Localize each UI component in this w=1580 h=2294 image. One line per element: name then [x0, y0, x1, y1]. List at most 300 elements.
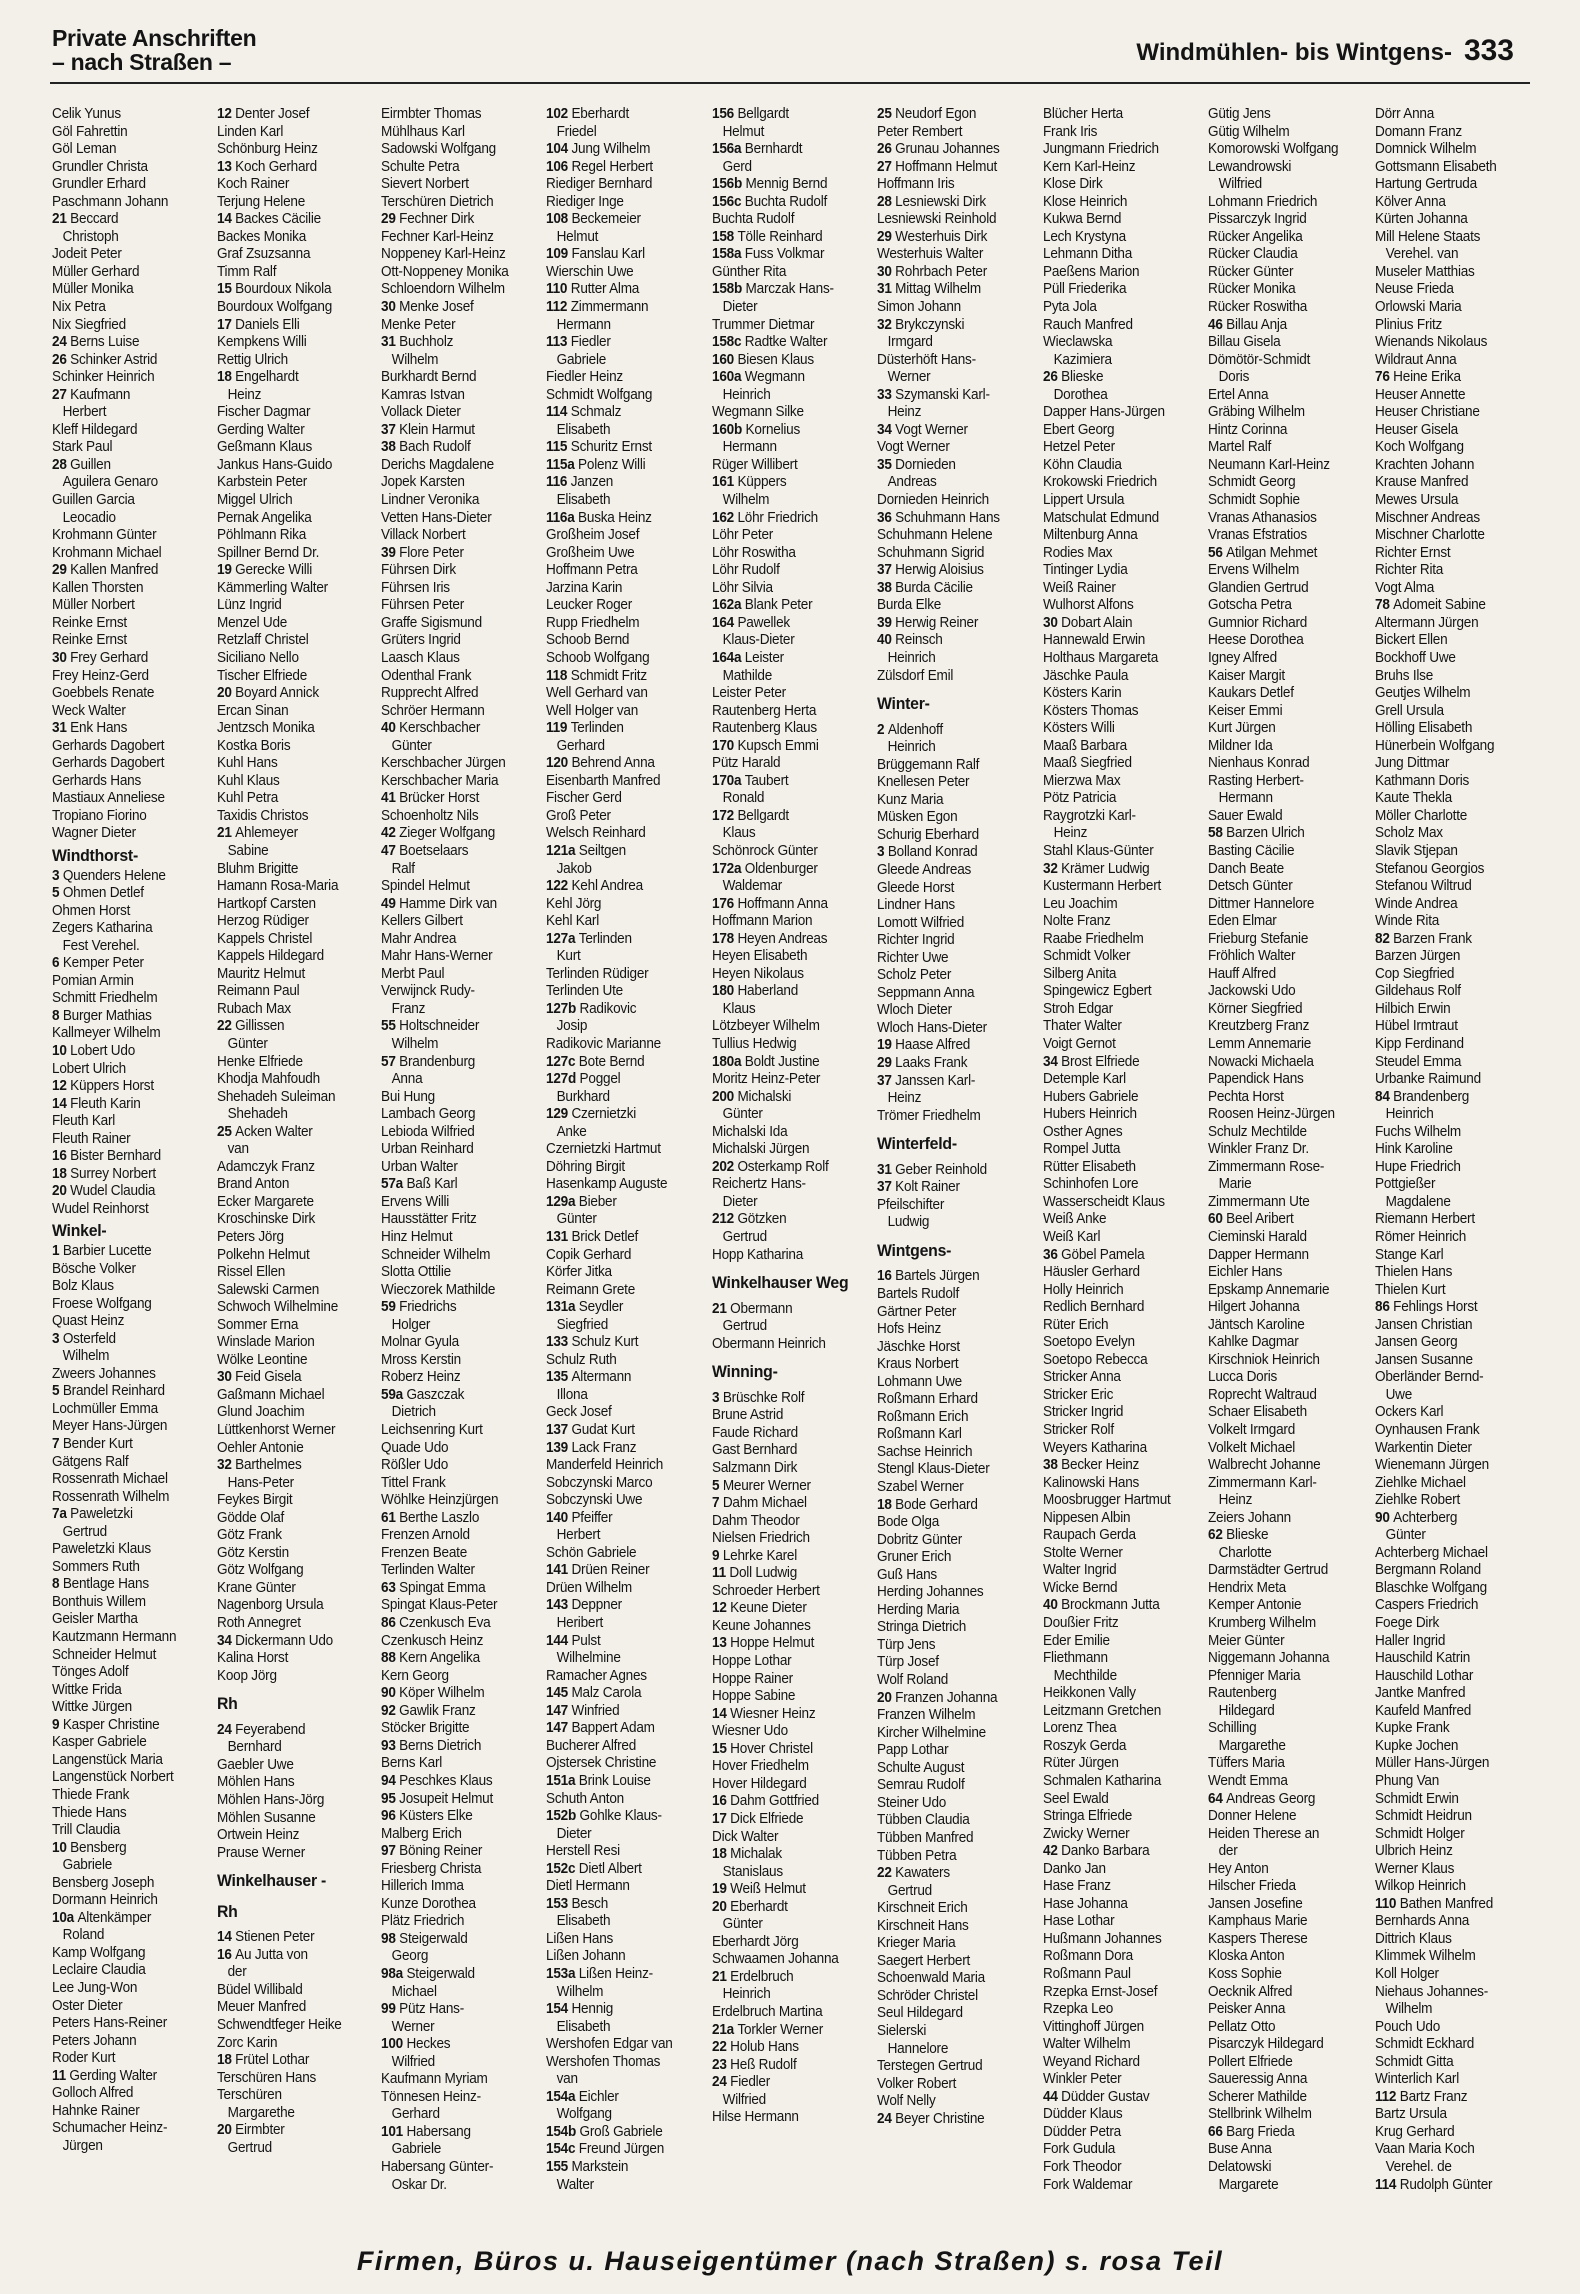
resident-entry: Dietl Hermann	[546, 1878, 630, 1895]
resident-name: Drüen Reiner	[571, 1562, 650, 1579]
resident-entry: Hauschild Katrin	[1375, 1650, 1471, 1667]
resident-entry: Stöcker Brigitte	[381, 1720, 470, 1737]
resident-entry: Adamczyk Franz	[217, 1158, 315, 1175]
resident-entry: Elisabeth	[546, 2018, 611, 2035]
resident-entry: Martel Ralf	[1208, 439, 1272, 456]
resident-entry: Krane Günter	[217, 1579, 296, 1596]
house-number: 37	[877, 1179, 896, 1196]
resident-entry	[381, 1738, 528, 1756]
resident-entry	[52, 1576, 199, 1594]
resident-entry: Donner Helene	[1208, 1808, 1297, 1825]
resident-entry: Moosbrugger Hartmut	[1043, 1492, 1171, 1509]
resident-entry: Thielen Kurt	[1375, 1281, 1446, 1298]
street-heading: Winning-	[712, 1362, 778, 1382]
resident-entry: Klose Heinrich	[1043, 193, 1128, 210]
resident-entry: Göl Leman	[52, 141, 117, 158]
resident-entry	[877, 281, 1024, 299]
resident-entry: Lesniewski Reinhold	[877, 211, 997, 228]
resident-entry: Phung Van	[1375, 1772, 1440, 1789]
resident-entry: Rautenberg Klaus	[712, 720, 817, 737]
resident-name: Ahlemeyer	[235, 825, 298, 842]
resident-entry: Feykes Birgit	[217, 1492, 293, 1509]
resident-entry: Mahr Hans-Werner	[381, 948, 493, 965]
house-number: 212	[712, 1211, 738, 1228]
resident-name: Bellgardt	[737, 106, 789, 122]
resident-name: Boyard Annick	[235, 685, 319, 702]
resident-entry: Müller Gerhard	[52, 263, 140, 280]
resident-name: Janssen Karl-	[895, 1072, 976, 1089]
resident-entry: Gütig Jens	[1208, 106, 1271, 122]
resident-entry: der	[1208, 1843, 1238, 1860]
spacer	[712, 1264, 859, 1270]
resident-name: Holtschneider	[399, 1018, 480, 1035]
house-number: 78	[1375, 597, 1394, 614]
resident-entry: Lambach Georg	[381, 1106, 476, 1123]
resident-entry: Schwendtfeger Heike	[217, 2016, 342, 2033]
resident-name: Haberland	[737, 983, 799, 1000]
resident-name: Barg Frieda	[1226, 2123, 1295, 2140]
resident-entry	[546, 281, 693, 299]
resident-entry	[1043, 1054, 1190, 1072]
house-number: 16	[712, 1793, 731, 1810]
resident-name: Bathen Manfred	[1399, 1895, 1494, 1912]
resident-entry	[546, 1510, 693, 1528]
resident-entry: Leitzmann Gretchen	[1043, 1702, 1162, 1719]
resident-entry: Thater Walter	[1043, 1018, 1122, 1035]
house-number: 11	[712, 1565, 730, 1582]
resident-entry: Lochmüller Emma	[52, 1400, 158, 1417]
resident-entry: Kemper Antonie	[1208, 1597, 1302, 1614]
resident-name: Winfried	[571, 1702, 620, 1719]
resident-entry: Kamphaus Marie	[1208, 1913, 1308, 1930]
resident-name: Berns Dietrich	[399, 1737, 482, 1754]
resident-entry: Seppmann Anna	[877, 984, 975, 1001]
resident-entry: Ecker Margarete	[217, 1193, 314, 1210]
resident-entry	[381, 422, 528, 440]
resident-entry	[52, 1183, 199, 1201]
resident-entry	[712, 1706, 859, 1724]
resident-entry	[217, 211, 364, 229]
resident-entry: Ulbrich Heinz	[1375, 1843, 1453, 1860]
house-number: 10a	[52, 1909, 78, 1926]
resident-entry	[217, 1018, 364, 1036]
resident-entry	[712, 808, 859, 826]
resident-entry: Hey Anton	[1208, 1860, 1269, 1877]
resident-entry: Stricker Anna	[1043, 1369, 1121, 1386]
house-number: 172	[712, 807, 738, 824]
house-number: 108	[546, 211, 572, 228]
resident-entry: Kurt	[546, 948, 581, 965]
resident-entry: Weiß Karl	[1043, 1229, 1101, 1245]
resident-entry: Wiesner Udo	[712, 1723, 788, 1740]
resident-entry: Heinrich	[712, 386, 771, 403]
resident-entry: Altermann Jürgen	[1375, 614, 1479, 631]
resident-name: Au Jutta von	[235, 1946, 308, 1963]
resident-name: Kornelius	[745, 421, 801, 438]
resident-entry: Tullius Hedwig	[712, 1035, 797, 1052]
resident-entry: Winde Rita	[1375, 913, 1440, 930]
resident-entry: Oehler Antonie	[217, 1439, 304, 1456]
resident-entry	[217, 1633, 364, 1651]
resident-name: Fehlings Horst	[1393, 1299, 1478, 1316]
resident-entry: Rücker Angelika	[1208, 228, 1303, 245]
resident-entry: Bruhs Ilse	[1375, 667, 1434, 684]
resident-entry	[877, 615, 1024, 633]
resident-entry: Orlowski Maria	[1375, 299, 1462, 316]
resident-entry: Schönrock Günter	[712, 842, 818, 859]
resident-entry	[52, 1148, 199, 1166]
resident-entry: Krause Manfred	[1375, 474, 1469, 491]
resident-entry	[52, 1910, 199, 1928]
resident-entry: Komorowski Wolfgang	[1208, 141, 1339, 158]
resident-name: Brücker Horst	[399, 790, 480, 807]
resident-entry: Vranas Athanasios	[1208, 509, 1317, 526]
resident-name: Michalski	[737, 1088, 792, 1105]
house-number: 131	[546, 1229, 572, 1245]
resident-entry: Fleuth Rainer	[52, 1130, 131, 1147]
resident-entry	[712, 1211, 859, 1229]
resident-entry: Hoffmann Marion	[712, 913, 813, 930]
resident-entry: Dormann Heinrich	[52, 1892, 158, 1909]
house-number: 127d	[546, 1071, 580, 1088]
resident-entry: Wilhelm	[381, 351, 439, 368]
resident-entry: Tönges Adolf	[52, 1664, 129, 1681]
resident-entry: Krumberg Wilhelm	[1208, 1615, 1316, 1632]
resident-entry: Schloendorn Wilhelm	[381, 281, 505, 298]
house-number: 23	[712, 2056, 731, 2073]
house-number: 28	[877, 193, 896, 210]
resident-entry	[381, 1510, 528, 1528]
resident-entry	[1208, 1211, 1355, 1229]
resident-entry	[712, 474, 859, 492]
resident-entry: Klimmek Wilhelm	[1375, 1948, 1476, 1965]
resident-entry: Kaufmann Myriam	[381, 2071, 488, 2088]
resident-entry: Koch Wolfgang	[1375, 439, 1464, 456]
resident-entry	[877, 562, 1024, 580]
resident-entry	[712, 650, 859, 668]
house-number: 29	[52, 562, 71, 579]
resident-entry: Dornieden Heinrich	[877, 492, 990, 509]
resident-name: Boetselaars	[399, 842, 469, 859]
resident-entry: Püll Friederika	[1043, 281, 1127, 298]
resident-entry: Bernhards Anna	[1375, 1913, 1470, 1930]
resident-entry: Pissarczyk Ingrid	[1208, 211, 1307, 228]
resident-entry: Gumnior Richard	[1208, 614, 1308, 631]
resident-entry	[52, 868, 199, 886]
resident-name: Gawlik Franz	[399, 1702, 476, 1719]
house-number: 13	[712, 1635, 731, 1652]
resident-entry: Dieter	[712, 1193, 758, 1210]
resident-name: Schuritz Ernst	[570, 439, 652, 456]
resident-entry: Rautenberg Herta	[712, 702, 817, 719]
resident-entry: Volkelt Michael	[1208, 1439, 1296, 1456]
resident-entry: Wicke Bernd	[1043, 1579, 1118, 1596]
resident-entry: Kunze Dorothea	[381, 1895, 476, 1912]
resident-entry	[546, 755, 693, 773]
resident-entry: Stark Paul	[52, 439, 113, 456]
resident-entry: Ronald	[712, 790, 765, 807]
running-head-line1: Private Anschriften	[52, 25, 257, 51]
resident-entry: Caspers Friedrich	[1375, 1597, 1479, 1614]
resident-entry: Gotscha Petra	[1208, 597, 1292, 614]
resident-entry: Paschmann Johann	[52, 193, 169, 210]
resident-entry: Kirschniok Heinrich	[1208, 1351, 1320, 1368]
resident-entry: Koss Sophie	[1208, 1965, 1282, 1982]
resident-entry	[546, 1071, 693, 1089]
resident-entry	[712, 773, 859, 791]
resident-entry	[712, 334, 859, 352]
resident-name: Burda Cäcilie	[895, 579, 973, 596]
resident-entry	[712, 1600, 859, 1618]
resident-entry: Tittel Frank	[381, 1474, 446, 1491]
resident-name: Krämer Ludwig	[1061, 860, 1150, 877]
resident-entry	[1043, 861, 1190, 879]
resident-entry: Kircher Wilhelmine	[877, 1724, 986, 1741]
resident-entry: Hauschild Lothar	[1375, 1667, 1474, 1684]
house-number: 90	[381, 1685, 400, 1702]
resident-entry	[546, 1773, 693, 1791]
resident-name: Guillen	[70, 456, 111, 473]
resident-name: Rudolph Günter	[1399, 2176, 1493, 2193]
resident-entry: Menzel Ude	[217, 614, 288, 631]
resident-entry: Salzmann Dirk	[712, 1460, 798, 1477]
resident-entry: Malberg Erich	[381, 1825, 462, 1842]
resident-name: Neudorf Egon	[895, 106, 977, 122]
resident-name: Dobart Alain	[1061, 614, 1133, 631]
resident-entry: Frieburg Stefanie	[1208, 930, 1309, 947]
resident-entry: Magdalene	[1375, 1193, 1451, 1210]
resident-entry: Andreas	[877, 474, 937, 491]
house-number: 170	[712, 737, 738, 754]
resident-entry	[546, 1685, 693, 1703]
resident-entry: Maaß Barbara	[1043, 737, 1127, 754]
resident-entry: Krieger Maria	[877, 1935, 956, 1952]
resident-entry: Michalski Ida	[712, 1123, 788, 1140]
directory-column	[381, 106, 528, 2241]
resident-name: Barbier Lucette	[62, 1243, 152, 1259]
house-number: 36	[1043, 1246, 1062, 1263]
resident-entry	[712, 2057, 859, 2075]
resident-entry: Gottsmann Elisabeth	[1375, 158, 1497, 175]
house-number: 29	[877, 1054, 896, 1071]
resident-entry: Langenstück Maria	[52, 1751, 163, 1768]
resident-entry: Führsen Dirk	[381, 562, 456, 579]
resident-entry: Saegert Herbert	[877, 1952, 971, 1969]
resident-entry: Kupke Frank	[1375, 1720, 1450, 1737]
resident-entry: Burkhardt Bernd	[381, 369, 477, 386]
resident-entry: Schmidt Eckhard	[1375, 2036, 1475, 2053]
house-number: 20	[217, 2122, 236, 2139]
resident-entry	[546, 1808, 693, 1826]
resident-entry: Heinz	[877, 404, 922, 421]
house-number: 3	[877, 844, 888, 861]
resident-name: Rutter Alma	[570, 281, 640, 298]
resident-entry	[1043, 1457, 1190, 1475]
resident-entry	[546, 1633, 693, 1651]
resident-entry	[217, 159, 364, 177]
resident-name: Bolland Konrad	[887, 844, 978, 861]
resident-entry: Keiser Emmi	[1208, 702, 1283, 719]
resident-entry: Niggemann Johanna	[1208, 1650, 1330, 1667]
resident-entry: Ortwein Heinz	[217, 1827, 300, 1844]
house-number: 47	[381, 842, 400, 859]
resident-entry	[381, 896, 528, 914]
house-number: 27	[877, 158, 896, 175]
resident-entry: Schmalen Katharina	[1043, 1772, 1162, 1789]
house-number: 92	[381, 1702, 400, 1719]
resident-name: Quenders Helene	[62, 867, 166, 884]
resident-entry: Riemann Herbert	[1375, 1211, 1475, 1228]
resident-entry: Kunz Maria	[877, 791, 944, 808]
resident-entry	[877, 1690, 1024, 1708]
resident-entry	[1043, 615, 1190, 633]
resident-entry: Eberhardt Jörg	[712, 1933, 799, 1950]
resident-entry: Kaufeld Manfred	[1375, 1702, 1472, 1719]
resident-name: Westerhuis Dirk	[895, 228, 988, 245]
resident-name: Göbel Pamela	[1061, 1246, 1145, 1263]
resident-entry: Gruner Erich	[877, 1549, 952, 1566]
house-number: 33	[877, 386, 896, 403]
resident-entry: Hubers Gabriele	[1043, 1088, 1139, 1105]
resident-entry: Zimmermann Ute	[1208, 1193, 1310, 1210]
resident-entry: Riediger Bernhard	[546, 176, 653, 193]
resident-entry: Blaschke Wolfgang	[1375, 1579, 1487, 1596]
resident-entry	[712, 1159, 859, 1177]
resident-entry: Margarete	[1208, 2176, 1279, 2193]
house-number: 24	[877, 2110, 896, 2127]
resident-entry: Kallen Thorsten	[52, 579, 144, 596]
resident-entry: Jansen Susanne	[1375, 1351, 1473, 1368]
resident-entry: Heuser Annette	[1375, 386, 1466, 403]
resident-entry	[1375, 597, 1522, 615]
resident-entry: Hase Johanna	[1043, 1895, 1128, 1912]
resident-entry	[52, 457, 199, 475]
resident-name: Friedrichs	[399, 1299, 457, 1316]
resident-entry: Jopek Karsten	[381, 474, 465, 491]
resident-entry	[1208, 545, 1355, 563]
directory-column	[1375, 106, 1522, 2241]
resident-entry: Henke Elfriede	[217, 1053, 303, 1070]
resident-name: Tölle Reinhard	[737, 228, 823, 245]
resident-entry	[1375, 1089, 1522, 1107]
resident-entry: Schneider Wilhelm	[381, 1246, 491, 1263]
resident-entry	[546, 1334, 693, 1352]
resident-entry: Kautzmann Hermann	[52, 1629, 177, 1646]
resident-entry: Holly Heinrich	[1043, 1281, 1124, 1298]
resident-entry	[712, 983, 859, 1001]
resident-entry	[877, 722, 1024, 740]
resident-entry	[217, 1722, 364, 1740]
resident-entry: Slavik Stjepan	[1375, 842, 1458, 859]
resident-name: Spingat Emma	[399, 1579, 486, 1596]
resident-entry: Klaus	[712, 1000, 756, 1017]
resident-entry: Jackowski Udo	[1208, 983, 1296, 1000]
resident-entry: Danch Beate	[1208, 860, 1284, 877]
resident-entry: Tüffers Maria	[1208, 1755, 1285, 1772]
resident-entry: Kasper Gabriele	[52, 1734, 147, 1751]
resident-entry: Pernak Angelika	[217, 509, 312, 526]
resident-entry	[877, 1268, 1024, 1286]
resident-entry: Shehadeh	[217, 1106, 288, 1123]
resident-entry	[712, 229, 859, 247]
resident-entry	[712, 615, 859, 633]
resident-entry: Walter Ingrid	[1043, 1562, 1117, 1579]
house-number: 37	[381, 421, 400, 438]
resident-entry: Jankus Hans-Guido	[217, 456, 333, 473]
resident-entry: Schwoch Wilhelmine	[217, 1299, 339, 1316]
resident-entry: Herding Maria	[877, 1601, 960, 1618]
house-number: 21	[52, 211, 71, 228]
resident-name: Stienen Peter	[235, 1929, 315, 1946]
resident-entry	[712, 861, 859, 879]
resident-entry	[877, 1179, 1024, 1197]
resident-entry: Meyer Hans-Jürgen	[52, 1418, 168, 1435]
house-number: 31	[381, 334, 400, 351]
resident-entry: Stolte Werner	[1043, 1544, 1123, 1561]
resident-entry: Hauff Alfred	[1208, 965, 1276, 982]
resident-entry: Maaß Siegfried	[1043, 755, 1132, 772]
resident-entry: Siciliano Nello	[217, 649, 299, 666]
resident-entry	[546, 510, 693, 528]
resident-entry: Rompel Jutta	[1043, 1141, 1121, 1158]
resident-name: Burger Mathias	[62, 1007, 152, 1024]
house-number: 147	[546, 1702, 572, 1719]
resident-entry	[546, 1229, 693, 1247]
resident-entry: Mühlhaus Karl	[381, 123, 465, 140]
resident-entry: Ojstersek Christine	[546, 1755, 657, 1772]
resident-entry	[52, 1840, 199, 1858]
resident-entry: Hetzel Peter	[1043, 439, 1115, 456]
resident-entry: Sommer Erna	[217, 1316, 299, 1333]
house-number: 26	[1043, 369, 1062, 386]
resident-name: Barzen Frank	[1393, 930, 1472, 947]
resident-entry	[381, 439, 528, 457]
resident-entry: Götz Frank	[217, 1527, 282, 1544]
resident-entry: Löhr Roswitha	[712, 544, 796, 561]
header-rule	[50, 82, 1530, 84]
resident-entry: Ervens Wilhelm	[1208, 562, 1300, 579]
resident-entry: Wilhelm	[1375, 2001, 1433, 2018]
resident-entry: Stefanou Georgios	[1375, 860, 1485, 877]
resident-entry: Gertrud	[712, 1318, 768, 1335]
house-number: 59	[381, 1299, 400, 1316]
resident-entry: Goebbels Renate	[52, 685, 155, 702]
resident-entry: Kerschbacher Jürgen	[381, 755, 506, 772]
house-number: 18	[217, 369, 236, 386]
resident-entry	[712, 1846, 859, 1864]
resident-entry: Timm Ralf	[217, 263, 277, 280]
resident-entry	[546, 1194, 693, 1212]
running-head-line2: – nach Straßen –	[52, 49, 232, 75]
resident-entry: Grell Ursula	[1375, 702, 1444, 719]
resident-entry: Nielsen Friedrich	[712, 1530, 810, 1547]
resident-entry: Epskamp Annemarie	[1208, 1281, 1330, 1298]
house-number: 38	[381, 439, 400, 456]
resident-entry: Mechthilde	[1043, 1667, 1117, 1684]
resident-entry: Anke	[546, 1123, 587, 1140]
resident-entry: Löhr Peter	[712, 527, 774, 544]
resident-entry: Eichler Hans	[1208, 1264, 1283, 1281]
resident-entry: Werner	[381, 2018, 435, 2035]
resident-entry: Kuhl Petra	[217, 790, 279, 807]
resident-entry	[217, 562, 364, 580]
house-number: 9	[52, 1716, 63, 1733]
resident-entry: Gast Bernhard	[712, 1442, 798, 1459]
house-number: 102	[546, 106, 572, 122]
resident-entry: Kamp Wolfgang	[52, 1944, 146, 1961]
resident-name: Bender Kurt	[62, 1436, 133, 1453]
resident-entry: Manderfeld Heinrich	[546, 1457, 664, 1474]
